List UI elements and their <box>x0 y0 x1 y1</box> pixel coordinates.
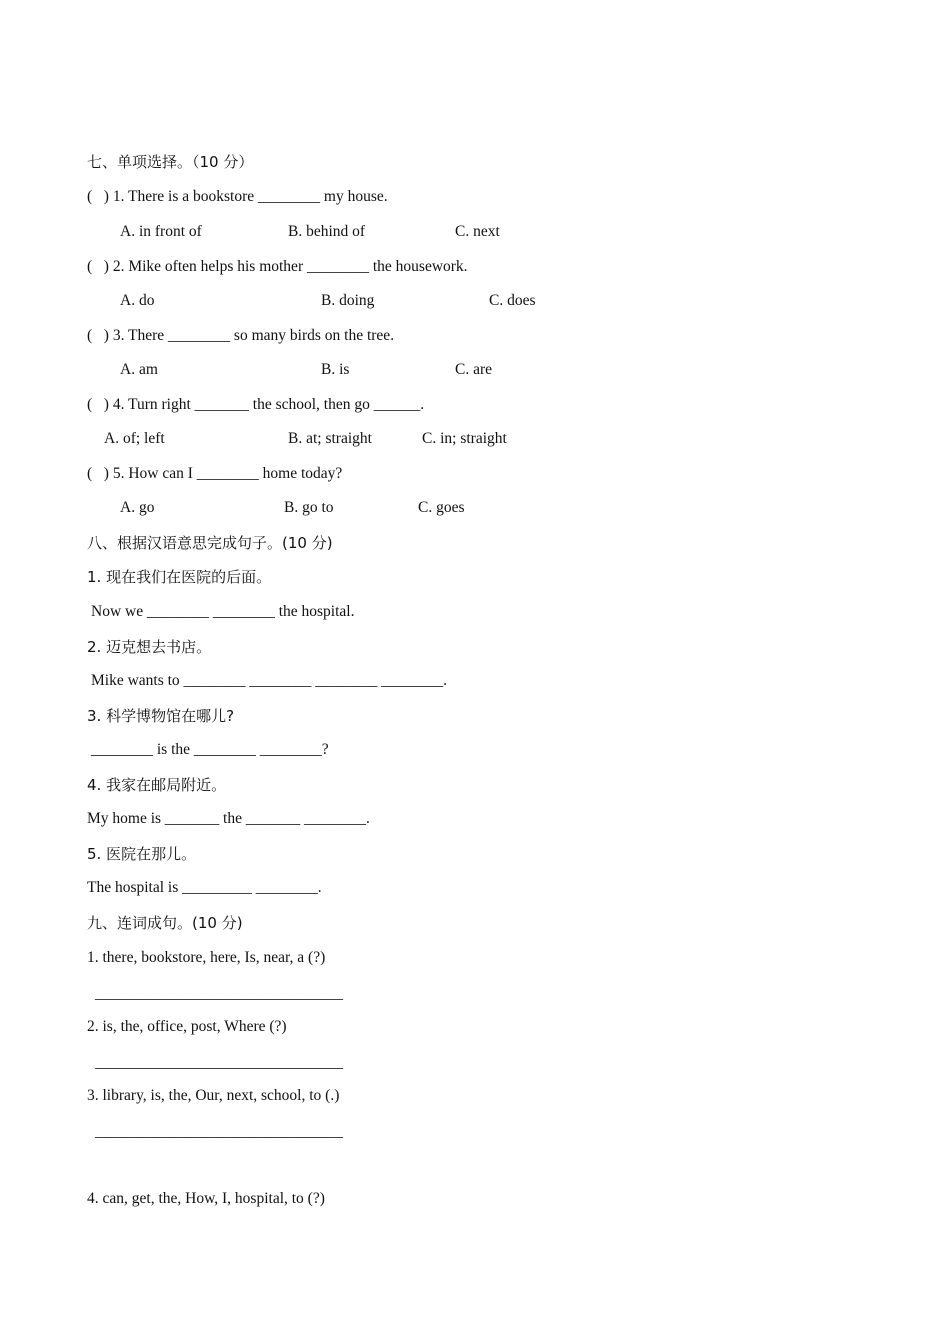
translation-5-english: The hospital is _________ ________. <box>87 879 322 896</box>
question-4-option-b: B. at; straight <box>288 430 372 447</box>
question-5-stem: ( ) 5. How can I ________ home today? <box>87 465 343 482</box>
question-4-stem: ( ) 4. Turn right _______ the school, then go ______. <box>87 396 425 413</box>
question-3-stem: ( ) 3. There ________ so many birds on the tree. <box>87 327 395 344</box>
question-3-option-c: C. are <box>455 361 493 378</box>
translation-1-chinese: 1. 现在我们在医院的后面。 <box>87 568 272 586</box>
question-3-option-b: B. is <box>321 361 350 378</box>
question-1-option-a: A. in front of <box>120 223 202 240</box>
question-2-stem: ( ) 2. Mike often helps his mother ________ the housework. <box>87 258 468 275</box>
question-4-option-a: A. of; left <box>104 430 165 447</box>
question-1-option-c: C. next <box>455 223 500 240</box>
translation-4-english: My home is _______ the _______ ________. <box>87 810 370 827</box>
translation-3-chinese: 3. 科学博物馆在哪儿? <box>87 707 235 725</box>
translation-5-chinese: 5. 医院在那儿。 <box>87 845 197 863</box>
question-5-option-c: C. goes <box>418 499 465 516</box>
translation-4-chinese: 4. 我家在邮局附近。 <box>87 776 227 794</box>
reorder-3-answer-line: ________________________________ <box>95 1123 343 1140</box>
reorder-2-answer-line: ________________________________ <box>95 1054 343 1071</box>
translation-1-english: Now we ________ ________ the hospital. <box>91 603 355 620</box>
question-5-option-b: B. go to <box>284 499 334 516</box>
translation-2-english: Mike wants to ________ ________ ________ ________. <box>91 672 448 689</box>
reorder-1-words: 1. there, bookstore, here, Is, near, a (?) <box>87 949 326 966</box>
section8-title: 八、根据汉语意思完成句子。(10 分) <box>87 534 333 552</box>
question-2-option-c: C. does <box>489 292 536 309</box>
translation-2-chinese: 2. 迈克想去书店。 <box>87 638 212 656</box>
section9-title: 九、连词成句。(10 分) <box>87 914 243 932</box>
section7-title: 七、单项选择。（10 分） <box>87 153 254 171</box>
question-2-option-b: B. doing <box>321 292 375 309</box>
reorder-1-answer-line: ________________________________ <box>95 985 343 1002</box>
reorder-4-words: 4. can, get, the, How, I, hospital, to (?) <box>87 1190 325 1207</box>
question-2-option-a: A. do <box>120 292 155 309</box>
translation-3-english: ________ is the ________ ________? <box>91 741 329 758</box>
question-5-option-a: A. go <box>120 499 155 516</box>
reorder-3-words: 3. library, is, the, Our, next, school, to (.) <box>87 1087 340 1104</box>
reorder-2-words: 2. is, the, office, post, Where (?) <box>87 1018 287 1035</box>
question-1-stem: ( ) 1. There is a bookstore ________ my house. <box>87 188 388 205</box>
question-1-option-b: B. behind of <box>288 223 366 240</box>
question-4-option-c: C. in; straight <box>422 430 507 447</box>
question-3-option-a: A. am <box>120 361 158 378</box>
